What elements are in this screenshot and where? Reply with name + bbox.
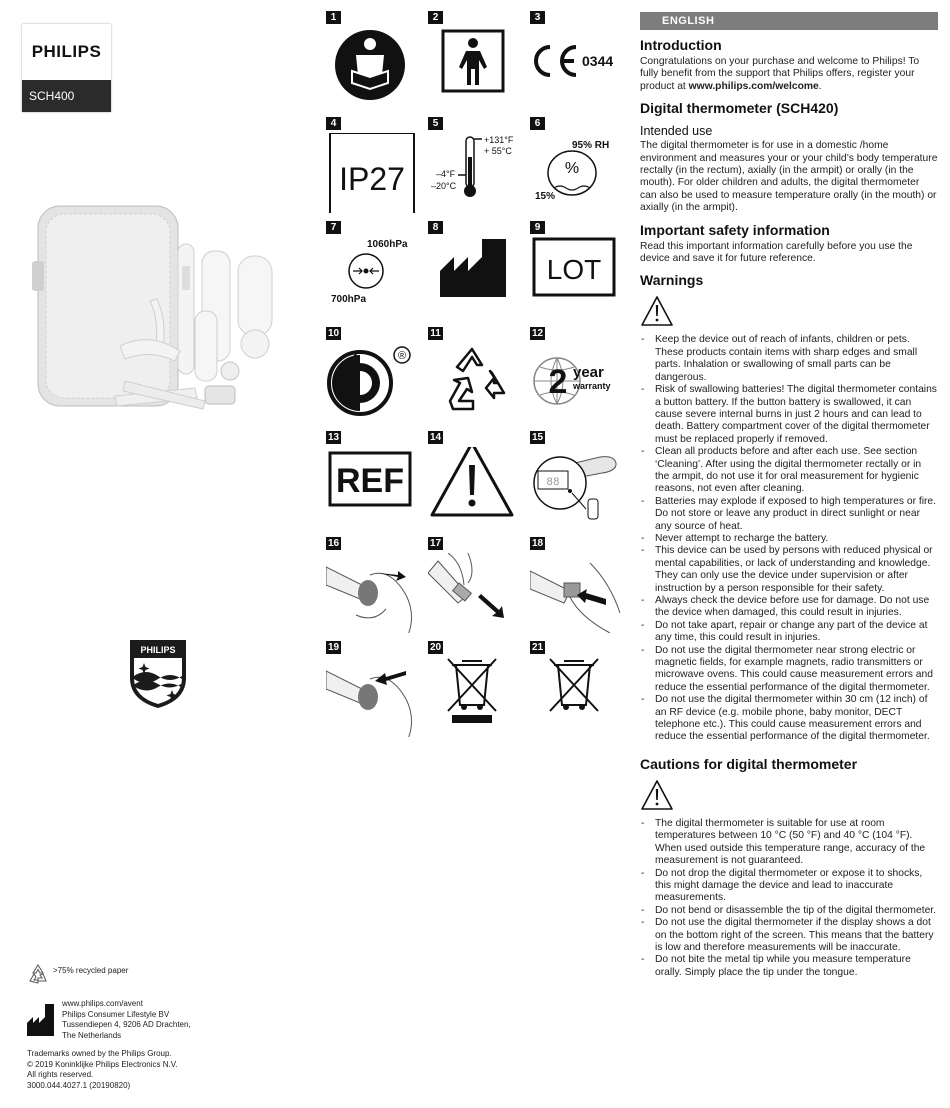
recycled-paper-text: >75% recycled paper xyxy=(53,966,129,975)
warning-item: - Always check the device before use for damage. Do not use the device when damaged, this could result in injuries. xyxy=(640,595,938,620)
brand-box xyxy=(22,24,111,112)
symbol-18 xyxy=(530,537,630,633)
cautions-list xyxy=(640,818,938,979)
humidity-limit-icon xyxy=(530,133,630,213)
symbol-5 xyxy=(428,117,528,213)
pressure-limit-icon xyxy=(326,237,426,317)
ce-number: 0344 xyxy=(582,53,614,69)
caution-item: - The digital thermometer is suitable for use at room temperatures between 10 °C (50 °F) and 40 °C (104 °F). When used outside this temperature range, accuracy of the measurement is not guaranteed. xyxy=(640,818,938,868)
warning-item: - Keep the device out of reach of infants, children or pets. These products contain items with sharp edges and small parts. Inhalation or swallowing of small parts can be dangerous. xyxy=(640,334,938,384)
address-line: The Netherlands xyxy=(62,1030,122,1040)
temp-high-c: + 55°C xyxy=(484,146,512,156)
intro-paragraph xyxy=(640,56,938,93)
caution-triangle-icon xyxy=(428,447,528,527)
symbol-12 xyxy=(530,327,630,423)
symbol-20 xyxy=(428,641,528,737)
thermometer-display-icon xyxy=(530,447,630,527)
symbol-10 xyxy=(326,327,426,423)
product-heading: Digital thermometer (SCH420) xyxy=(640,100,839,117)
registered-mark: ® xyxy=(397,350,407,362)
temp-high-f: +131°F xyxy=(484,135,514,145)
symbol-number: 8 xyxy=(428,221,443,234)
type-bf-applied-part-icon xyxy=(428,27,528,107)
recycle-icon xyxy=(428,343,528,423)
symbol-number: 16 xyxy=(327,538,340,549)
humidity-mid: % xyxy=(564,160,580,177)
footer-line: © 2019 Koninklijke Philips Electronics N.V. xyxy=(27,1059,178,1069)
manufacturer-small-icon xyxy=(26,1003,56,1037)
warning-item: - Do not use the digital thermometer near strong electric or magnetic fields, for example magnets, radio transmitters or microwave ovens. This could cause measurement errors and reduce the essential performance of the digital thermometer. xyxy=(640,645,938,695)
symbol-number: 18 xyxy=(531,538,544,549)
symbol-6 xyxy=(530,117,630,213)
warranty-icon xyxy=(530,343,630,423)
safety-heading: Important safety information xyxy=(640,221,830,238)
green-dot-icon xyxy=(326,343,426,423)
close-battery-cover-illustration xyxy=(326,657,426,737)
intro-text: Congratulations on your purchase and welcome to Philips! To fully benefit from the support that Philips offers, register your product at xyxy=(640,56,920,92)
symbol-number: 14 xyxy=(429,432,442,443)
symbol-19 xyxy=(326,641,426,737)
symbol-2 xyxy=(428,11,528,107)
ip-rating-text: IP27 xyxy=(339,161,405,197)
temp-low-c: –20°C xyxy=(431,181,457,191)
cautions-heading: Cautions for digital thermometer xyxy=(640,755,858,772)
warranty-sub: warranty xyxy=(573,381,611,391)
symbol-number: 4 xyxy=(326,117,341,130)
intended-use-heading: Intended use xyxy=(640,124,713,139)
symbol-number: 11 xyxy=(428,327,443,340)
symbol-number: 10 xyxy=(327,328,340,339)
symbol-number: 6 xyxy=(530,117,545,130)
symbol-9 xyxy=(530,221,630,317)
philips-shield-logo xyxy=(128,638,188,710)
safety-text: Read this important information carefully before you use the device and save it for future reference. xyxy=(640,240,913,265)
symbol-number: 5 xyxy=(428,117,443,130)
recycle-small-icon xyxy=(27,963,49,985)
symbol-number: 2 xyxy=(428,11,443,24)
address-line: Tussendiepen 4, 9206 AD Drachten, xyxy=(62,1020,191,1029)
warning-item: - Do not use the digital thermometer within 30 cm (12 inch) of an RF device (e.g. mobile phone, baby monitor, DECT telephone etc.). This could cause measurement errors and reduce the essential performance of the digital thermometer. xyxy=(640,694,938,744)
warning-item: - Never attempt to recharge the battery. xyxy=(640,533,938,545)
symbol-number: 15 xyxy=(531,432,544,443)
temperature-limit-icon xyxy=(428,133,528,213)
ref-text: REF xyxy=(336,462,404,500)
symbol-16 xyxy=(326,537,426,633)
symbol-13 xyxy=(326,431,426,527)
remove-battery-cover-illustration xyxy=(326,553,426,633)
shield-brand-text: PHILIPS xyxy=(140,645,176,655)
caution-item: - Do not drop the digital thermometer or expose it to shocks, this might damage the device and lead to inaccurate measurements. xyxy=(640,868,938,905)
symbol-number: 1 xyxy=(326,11,341,24)
humidity-low: 15% xyxy=(535,191,556,202)
brand-name: PHILIPS xyxy=(31,42,102,61)
symbol-number: 3 xyxy=(530,11,545,24)
display-digits: 88 xyxy=(546,477,560,489)
address-line: www.philips.com/avent xyxy=(62,999,143,1008)
intro-url[interactable]: www.philips.com/welcome xyxy=(688,80,819,92)
warning-item: - This device can be used by persons with reduced physical or mental capabilities, or lack of understanding and knowledge. They can only use the device under supervision or after instruction by a person responsible for their safety. xyxy=(640,545,938,595)
footer-line: Trademarks owned by the Philips Group. xyxy=(27,1049,172,1058)
warranty-number: 2 xyxy=(548,363,568,401)
temp-low-f: –4°F xyxy=(436,169,456,179)
symbol-number: 9 xyxy=(530,221,545,234)
warning-triangle-icon xyxy=(640,295,674,327)
manufacturer-address xyxy=(62,999,191,1041)
warranty-word: year xyxy=(573,364,604,381)
caution-item: - Do not bend or disassemble the tip of the digital thermometer. xyxy=(640,905,938,917)
symbol-number: 7 xyxy=(326,221,341,234)
symbol-number: 13 xyxy=(327,432,340,443)
caution-item: - Do not bite the metal tip while you measure temperature orally. Simply place the tip under the tongue. xyxy=(640,954,938,979)
weee-bin-icon xyxy=(530,657,630,737)
symbol-number: 19 xyxy=(327,642,340,653)
symbol-21 xyxy=(530,641,630,737)
catalogue-number-icon xyxy=(326,447,426,527)
warnings-heading: Warnings xyxy=(640,272,704,289)
caution-triangle-small-icon xyxy=(640,779,674,811)
symbol-4 xyxy=(326,117,426,213)
lot-number-icon xyxy=(530,237,630,317)
product-kit-image xyxy=(30,196,290,426)
instructions-column xyxy=(640,12,938,979)
warning-item: - Do not take apart, repair or change any part of the device at any time, this could result in injuries. xyxy=(640,620,938,645)
footer-line: 3000.044.4027.1 (20190820) xyxy=(27,1080,131,1090)
insert-battery-illustration xyxy=(428,553,528,633)
warning-item: - Risk of swallowing batteries! The digital thermometer contains a button battery. If the button battery is swallowed, it can cause severe internal burns in just 2 hours and can lead to death. Battery compartment cover of the digital thermometer must be replaced properly if removed. xyxy=(640,384,938,446)
symbol-number: 20 xyxy=(429,642,442,653)
symbol-8 xyxy=(428,221,528,317)
warnings-list xyxy=(640,334,938,743)
manufacturer-icon xyxy=(428,237,528,317)
footer-line: All rights reserved. xyxy=(27,1070,94,1079)
symbol-14 xyxy=(428,431,528,527)
symbol-7 xyxy=(326,221,426,317)
warning-item: - Batteries may explode if exposed to high temperatures or fire. Do not store or leave any product in direct sunlight or near any source of heat. xyxy=(640,496,938,533)
read-instructions-icon xyxy=(326,27,426,107)
symbol-17 xyxy=(428,537,528,633)
legal-footer xyxy=(27,1049,178,1091)
model-label: SCH400 xyxy=(22,80,111,112)
ip-rating-icon xyxy=(326,133,426,213)
lot-text: LOT xyxy=(546,254,602,285)
symbol-15 xyxy=(530,431,630,527)
language-bar: ENGLISH xyxy=(640,12,938,30)
weee-bin-with-bar-icon xyxy=(428,657,528,737)
caution-item: - Do not use the digital thermometer if the display shows a dot on the bottom right of the screen. This means that the battery is low and therefore measurements will be inaccurate. xyxy=(640,917,938,954)
symbol-number: 21 xyxy=(531,642,544,653)
symbol-11 xyxy=(428,327,528,423)
symbol-number: 17 xyxy=(429,538,442,549)
address-line: Philips Consumer Lifestyle BV xyxy=(62,1009,170,1019)
battery-compartment-illustration xyxy=(530,553,630,633)
intro-end: . xyxy=(818,80,822,92)
symbol-1 xyxy=(326,11,426,107)
symbol-number: 12 xyxy=(531,328,544,339)
intro-heading: Introduction xyxy=(640,37,722,53)
ce-mark-icon xyxy=(530,27,630,107)
warning-item: - Clean all products before and after each use. See section ‘Cleaning’. After using the digital thermometer rectally or in the armpit, do not use it for oral measurement for hygienic reasons, not even after cleaning. xyxy=(640,446,938,496)
intended-use-text: The digital thermometer is for use in a domestic /home environment and measures your or your child’s body temperature rectally (in the rectum), axially (in the armpit) or orally (in the mouth). For older children and adults, the digital thermometer can also be used to measure temperature orally (in the mouth) or axially (in the armpit). xyxy=(640,140,938,214)
pressure-high: 1060hPa xyxy=(367,239,408,250)
humidity-high: 95% RH xyxy=(572,140,610,151)
symbol-3 xyxy=(530,11,630,107)
pressure-low: 700hPa xyxy=(331,294,367,305)
